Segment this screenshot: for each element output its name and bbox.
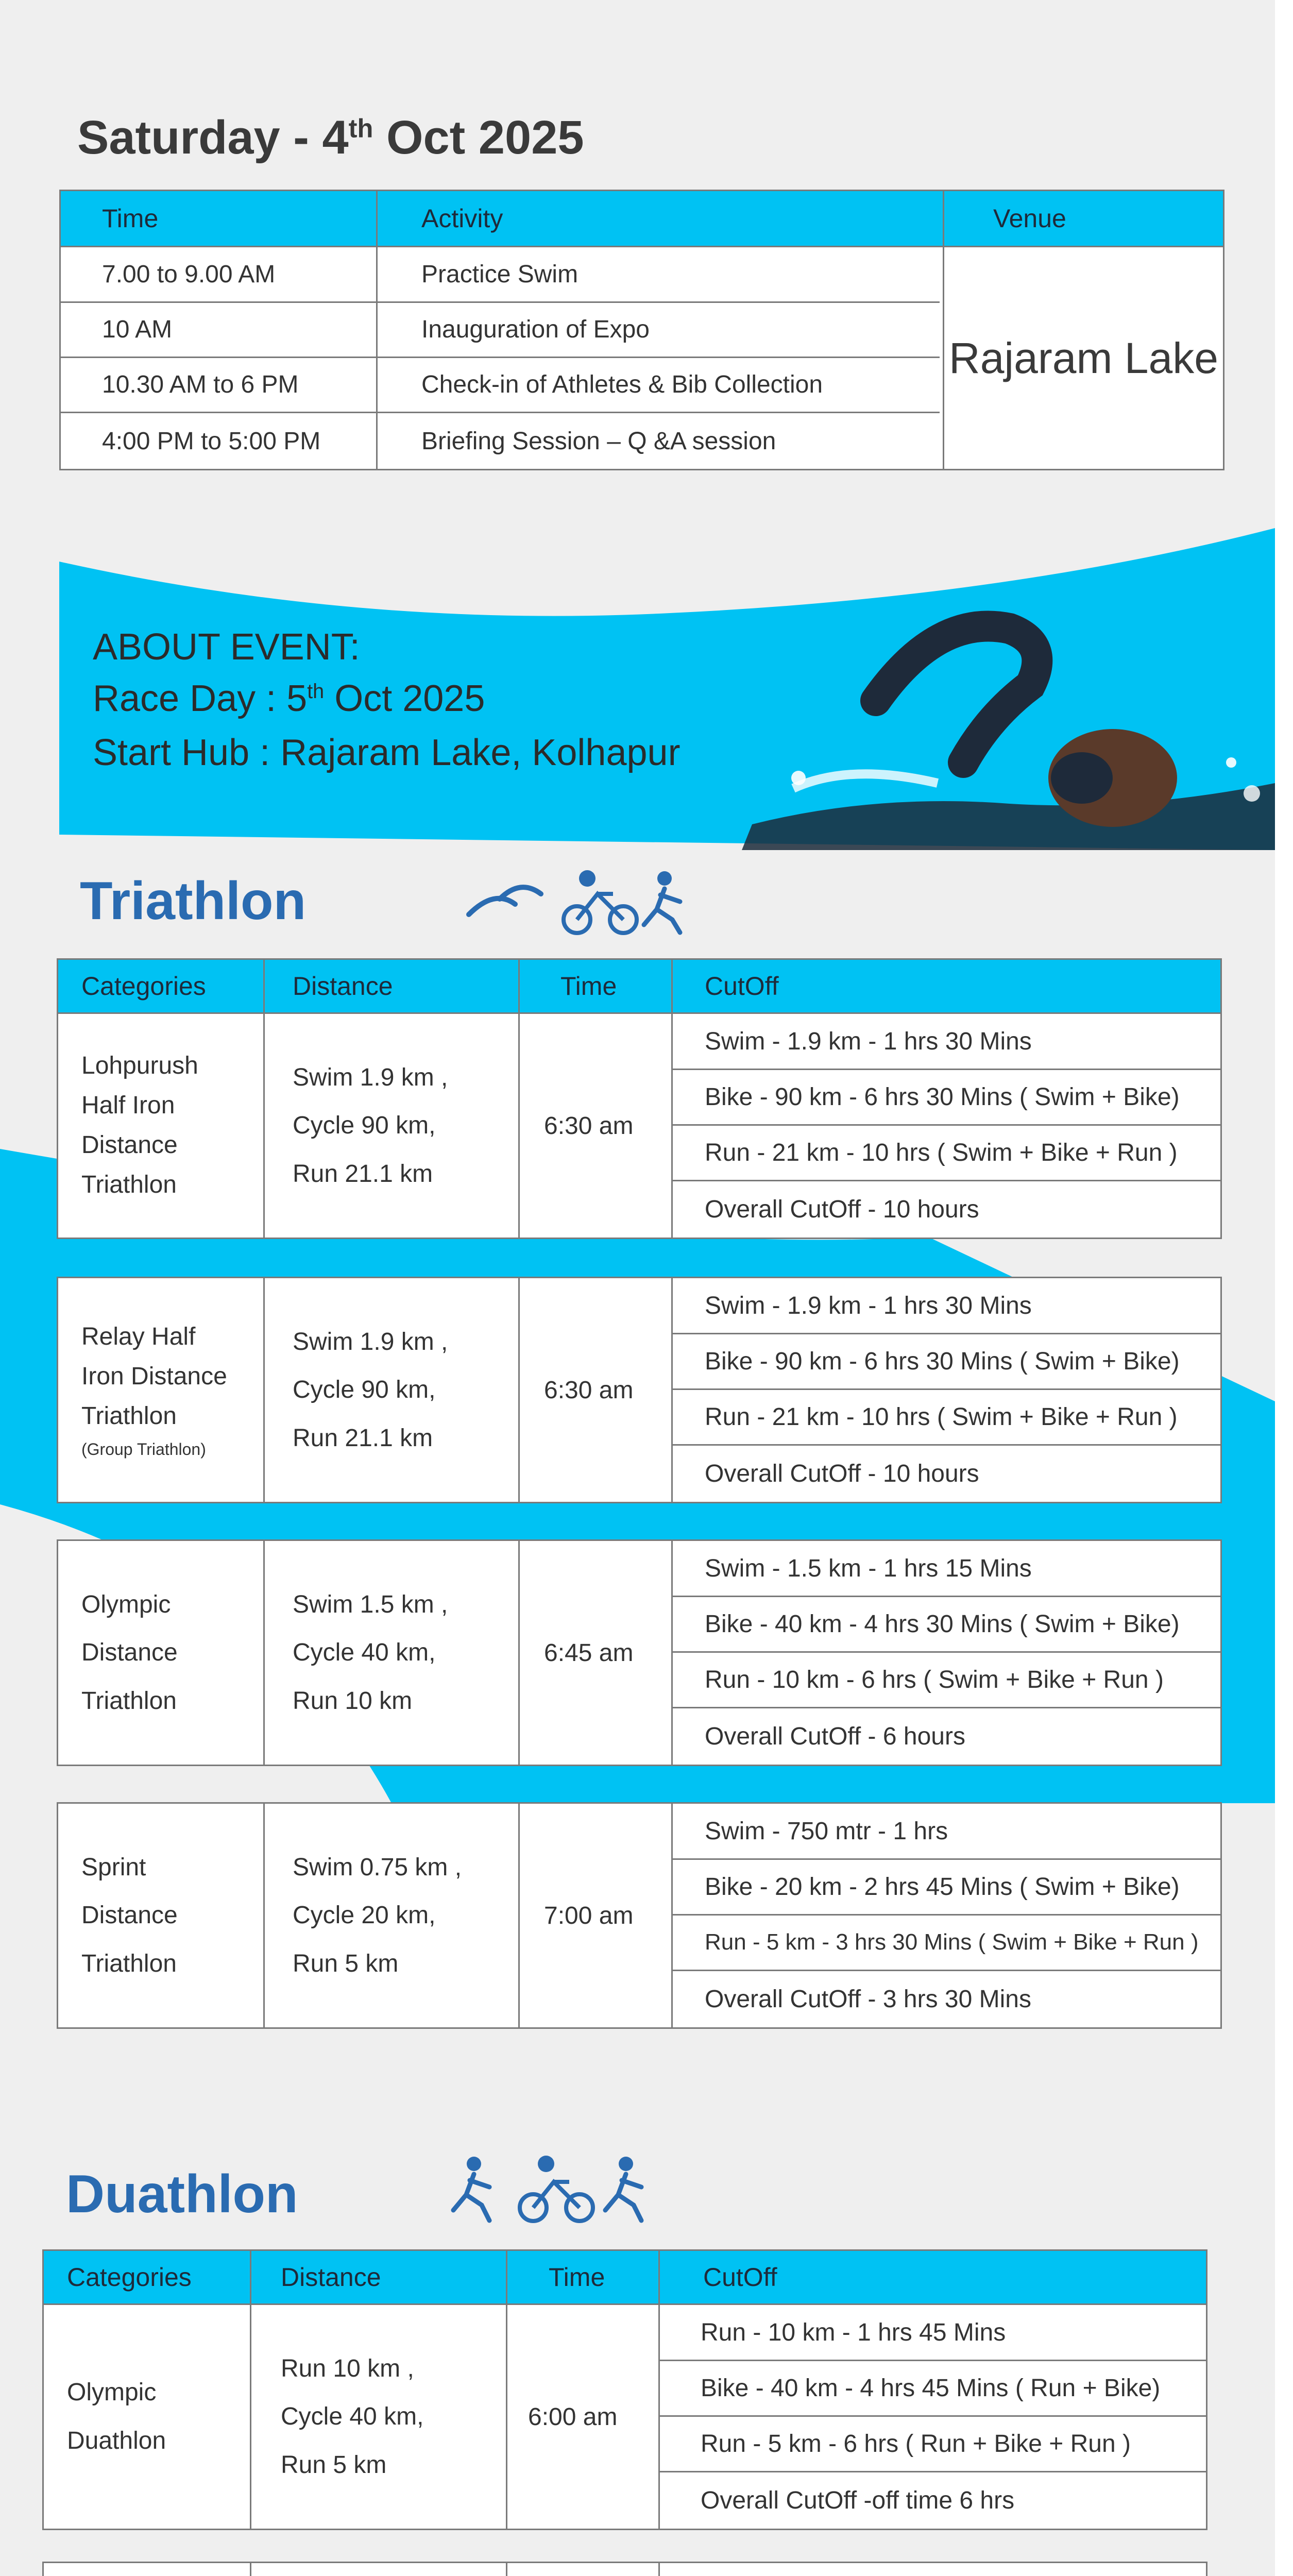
triathlon-cutoff: Swim - 1.5 km - 1 hrs 15 Mins — [705, 1554, 1032, 1582]
triathlon-cutoff: Run - 21 km - 10 hrs ( Swim + Bike + Run ) — [705, 1139, 1178, 1166]
schedule-header-time: Time — [102, 204, 159, 233]
duathlon-category — [67, 2563, 166, 2576]
schedule-row-activity: Briefing Session – Q &A session — [421, 427, 776, 455]
schedule-row-activity: Practice Swim — [421, 261, 579, 288]
triathlon-event-row — [57, 1539, 1222, 1766]
duathlon-distance: Run 10 km , Cycle 40 km, Run 5 km — [281, 2354, 424, 2479]
duathlon-cutoff: Bike - 40 km - 4 hrs 45 Mins ( Run + Bike) — [701, 2374, 1161, 2402]
triathlon-distance: Swim 1.9 km , Cycle 90 km, Run 21.1 km — [293, 1328, 448, 1452]
triathlon-header-distance: Distance — [293, 972, 393, 1001]
triathlon-category: Sprint Distance Triathlon — [81, 1853, 178, 1977]
triathlon-cutoff: Bike - 20 km - 2 hrs 45 Mins ( Swim + Bike) — [705, 1873, 1180, 1901]
triathlon-start-time: 7:00 am — [544, 1902, 634, 1929]
duathlon-category: Olympic Duathlon — [67, 2379, 166, 2454]
schedule-header-venue: Venue — [993, 204, 1066, 233]
triathlon-category: Relay Half Iron Distance Triathlon (Group Triathlon) — [81, 1278, 262, 1502]
triathlon-cutoff: Swim - 1.9 km - 1 hrs 30 Mins — [705, 1292, 1032, 1319]
triathlon-cutoff: Overall CutOff - 10 hours — [705, 1460, 979, 1487]
triathlon-distance: Swim 0.75 km , Cycle 20 km, Run 5 km — [293, 1853, 462, 1977]
triathlon-icons — [458, 858, 690, 940]
swimmer-illustration — [721, 608, 1275, 850]
duathlon-header — [42, 2249, 1207, 2305]
triathlon-event-row — [57, 1277, 1222, 1503]
triathlon-cutoff: Bike - 40 km - 4 hrs 30 Mins ( Swim + Bike) — [705, 1610, 1180, 1638]
duathlon-cutoff: Run - 5 km - 6 hrs ( Run + Bike + Run ) — [701, 2430, 1131, 2458]
triathlon-cutoff: Run - 5 km - 3 hrs 30 Mins ( Swim + Bike + Run ) — [705, 1929, 1199, 1955]
triathlon-start-time: 6:30 am — [544, 1112, 634, 1140]
schedule-row-time: 7.00 to 9.00 AM — [102, 261, 276, 288]
triathlon-cutoff: Overall CutOff - 10 hours — [705, 1195, 979, 1223]
about-heading: ABOUT EVENT: — [93, 626, 360, 668]
schedule-row-time: 10 AM — [102, 316, 173, 343]
duathlon-distance — [281, 2563, 423, 2576]
duathlon-start-time: 6:00 am — [528, 2403, 618, 2431]
duathlon-cutoff: Overall CutOff -off time 6 hrs — [701, 2486, 1015, 2514]
duathlon-icons — [443, 2148, 649, 2231]
triathlon-event-row — [57, 1802, 1222, 2029]
triathlon-header-cutoff: CutOff — [705, 972, 779, 1001]
duathlon-header-cutoff: CutOff — [703, 2263, 777, 2292]
about-start-hub: Start Hub : Rajaram Lake, Kolhapur — [93, 732, 680, 773]
duathlon-event-row — [42, 2562, 1207, 2576]
triathlon-cutoff: Run - 21 km - 10 hrs ( Swim + Bike + Run ) — [705, 1403, 1178, 1431]
triathlon-cutoff: Bike - 90 km - 6 hrs 30 Mins ( Swim + Bike) — [705, 1083, 1180, 1111]
schedule-venue: Rajaram Lake — [949, 333, 1218, 382]
triathlon-distance: Swim 1.5 km , Cycle 40 km, Run 10 km — [293, 1590, 448, 1715]
triathlon-category: Olympic Distance Triathlon — [81, 1590, 178, 1715]
schedule-table — [59, 246, 1224, 470]
duathlon-header-distance: Distance — [281, 2263, 381, 2292]
schedule-row-time: 10.30 AM to 6 PM — [102, 371, 299, 398]
duathlon-start-time — [528, 2563, 617, 2576]
duathlon-header-categories: Categories — [67, 2263, 192, 2292]
duathlon-cutoff — [701, 2563, 898, 2576]
triathlon-start-time: 6:30 am — [544, 1376, 634, 1404]
duathlon-cutoff: Run - 10 km - 1 hrs 45 Mins — [701, 2318, 1006, 2346]
schedule-header — [59, 190, 1224, 247]
triathlon-cutoff: Overall CutOff - 6 hours — [705, 1722, 965, 1750]
triathlon-header-categories: Categories — [81, 972, 206, 1001]
triathlon-header-time: Time — [560, 972, 617, 1001]
triathlon-event-row — [57, 1012, 1222, 1239]
triathlon-cutoff: Run - 10 km - 6 hrs ( Swim + Bike + Run ) — [705, 1666, 1164, 1693]
triathlon-cutoff: Swim - 1.9 km - 1 hrs 30 Mins — [705, 1027, 1032, 1055]
schedule-date-heading: Saturday - 4th Oct 2025 — [77, 111, 584, 164]
triathlon-start-time: 6:45 am — [544, 1639, 634, 1667]
schedule-row-activity: Check-in of Athletes & Bib Collection — [421, 371, 823, 398]
duathlon-event-row — [42, 2303, 1207, 2530]
duathlon-title: Duathlon — [66, 2164, 298, 2224]
schedule-row-time: 4:00 PM to 5:00 PM — [102, 427, 321, 455]
triathlon-cutoff: Overall CutOff - 3 hrs 30 Mins — [705, 1985, 1031, 2013]
triathlon-distance: Swim 1.9 km , Cycle 90 km, Run 21.1 km — [293, 1063, 448, 1188]
triathlon-cutoff: Bike - 90 km - 6 hrs 30 Mins ( Swim + Bike) — [705, 1347, 1180, 1375]
about-race-day: Race Day : 5th Oct 2025 — [93, 678, 485, 719]
triathlon-category-note: (Group Triathlon) — [81, 1439, 206, 1459]
schedule-row-activity: Inauguration of Expo — [421, 316, 650, 343]
triathlon-category: Lohpurush Half Iron Distance Triathlon — [81, 1052, 198, 1198]
duathlon-header-time: Time — [549, 2263, 605, 2292]
triathlon-header — [57, 958, 1222, 1014]
triathlon-cutoff: Swim - 750 mtr - 1 hrs — [705, 1817, 948, 1845]
triathlon-title: Triathlon — [80, 871, 307, 931]
schedule-header-activity: Activity — [421, 204, 503, 233]
